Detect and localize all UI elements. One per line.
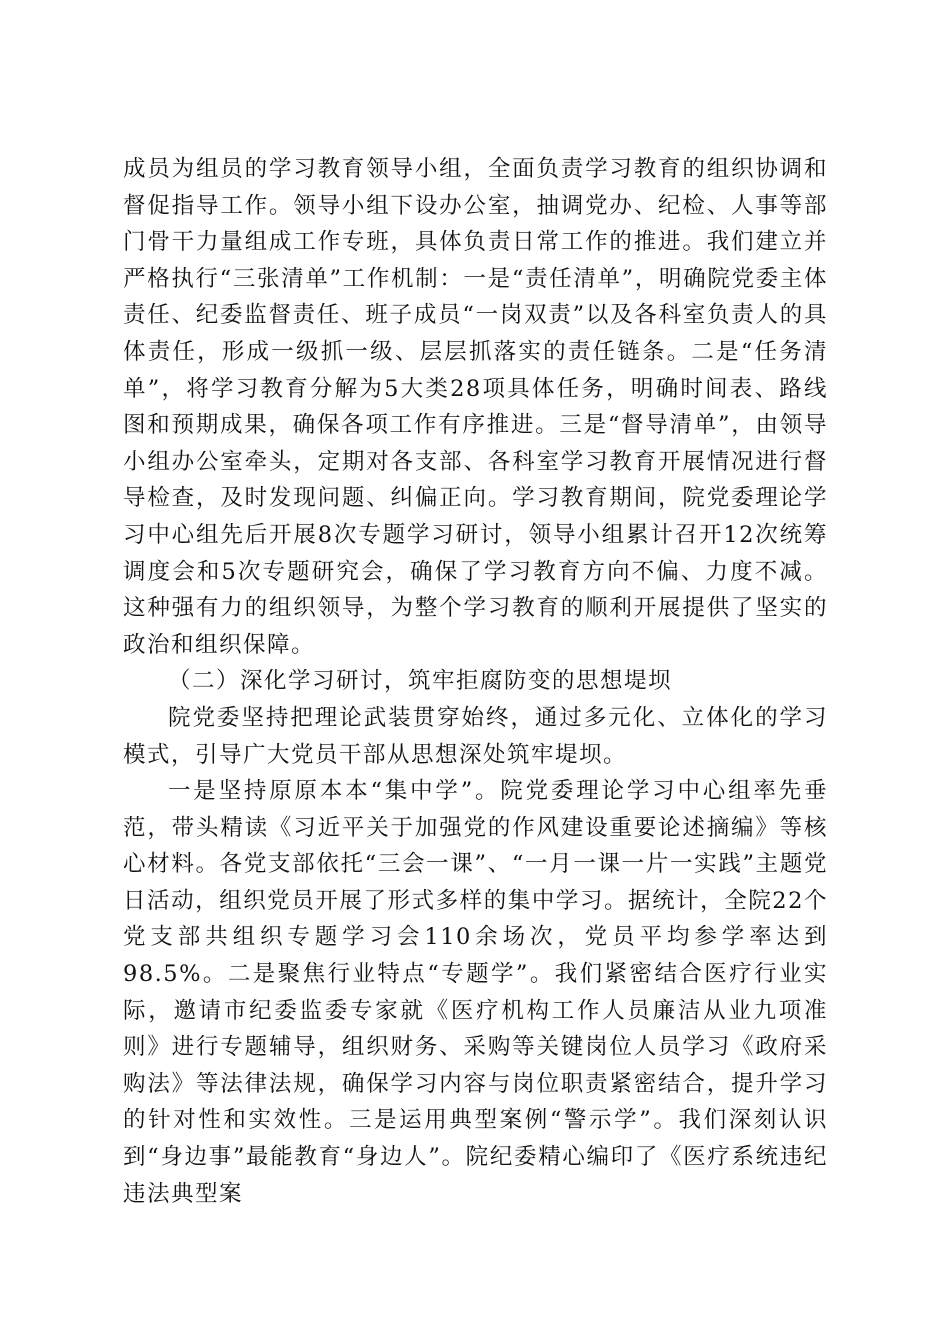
paragraph-study-methods: 一是坚持原原本本“集中学”。院党委理论学习中心组率先垂范，带头精读《习近平关于加强党的作风建设重要论述摘编》等核心材料。各党支部依托“三会一课”、“一月一课一片一实践”主题党日活动，组织党员开展了形式多样的集中学习。据统计，全院22个党支部共组织专题学习会110余场次，党员平均参学率达到98.5%。二是聚焦行业特点“专题学”。我们紧密结合医疗行业实际，邀请市纪委监委专家就《医疗机构工作人员廉洁从业九项准则》进行专题辅导，组织财务、采购等关键岗位人员学习《政府采购法》等法律法规，确保学习内容与岗位职责紧密结合，提升学习的针对性和实效性。三是运用典型案例“警示学”。我们深刻认识到“身边事”最能教育“身边人”。院纪委精心编印了《医疗系统违纪违法典型案 (123, 778, 828, 1207)
paragraph-theory-study: 院党委坚持把理论武装贯穿始终，通过多元化、立体化的学习模式，引导广大党员干部从思想深处筑牢堤坝。 (123, 704, 828, 768)
paragraph-organization-leadership: 成员为组员的学习教育领导小组，全面负责学习教育的组织协调和督促指导工作。领导小组下设办公室，抽调党办、纪检、人事等部门骨干力量组成工作专班，具体负责日常工作的推进。我们建立并严格执行“三张清单”工作机制：一是“责任清单”，明确院党委主体责任、纪委监督责任、班子成员“一岗双责”以及各科室负责人的具体责任，形成一级抓一级、层层抓落实的责任链条。二是“任务清单”，将学习教育分解为5大类28项具体任务，明确时间表、路线图和预期成果，确保各项工作有序推进。三是“督导清单”，由领导小组办公室牵头，定期对各支部、各科室学习教育开展情况进行督导检查，及时发现问题、纠偏正向。学习教育期间，院党委理论学习中心组先后开展8次专题学习研讨，领导小组累计召开12次统筹调度会和5次专题研究会，确保了学习教育方向不偏、力度不减。这种强有力的组织领导，为整个学习教育的顺利开展提供了坚实的政治和组织保障。 (123, 156, 828, 658)
document-page (123, 151, 828, 1212)
section-heading-2: （二）深化学习研讨，筑牢拒腐防变的思想堤坝 (168, 668, 673, 695)
